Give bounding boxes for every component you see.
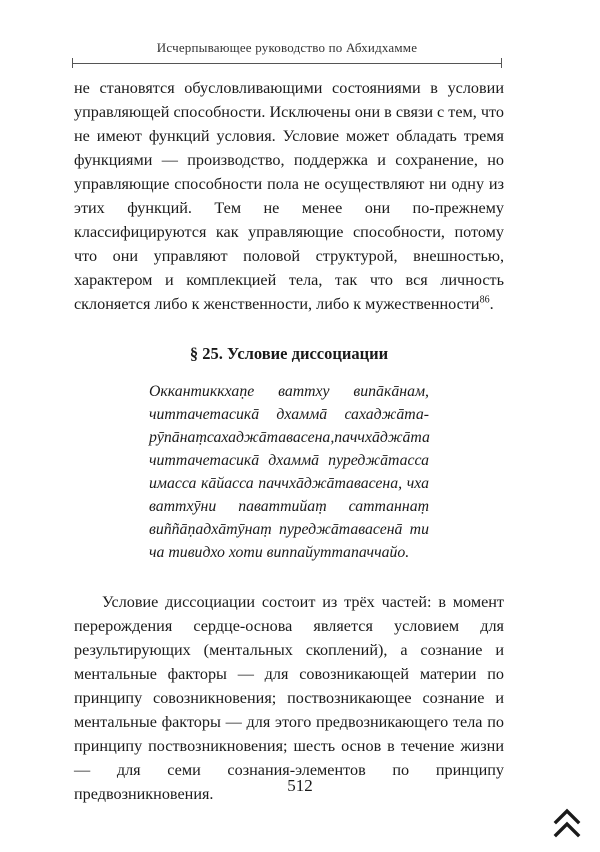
page-number: 512: [287, 776, 313, 795]
header-rule-left-tick: [72, 58, 73, 68]
scroll-to-top-button[interactable]: [551, 806, 583, 840]
verse-line: ча тивидхо хоти виппайуттапаччайо.: [149, 544, 410, 561]
pali-verse: [149, 380, 429, 564]
page-content: [74, 76, 504, 806]
section-heading: § 25. Условие диссоциации: [189, 344, 389, 363]
verse-line: рӯпāнаṃсахаджāтавасена,паччхāджāта: [149, 429, 430, 446]
verse-line: читтачетасикā дхаммā сахаджāта-: [149, 406, 429, 423]
body-paragraph-2: Условие диссоциации состоит из трёх частей: в момент перерождения сердце-основа является условием для результирующих (ментальных скоплений), а сознание и ментальные факторы — для совозникающей материи по принципу совозникновения; поствозникающее сознание и ментальные факторы — для этого предвозникающего тела по принципу поствозникновения; шесть основ в течение жизни — для семи сознания-элементов по принципу предвозникновения.: [74, 593, 504, 803]
verse-line: читтачетасикā дхаммā пуреджāтасса: [149, 452, 429, 469]
header-rule: [72, 63, 502, 64]
verse-line: имасса кāйасса паччхāджāтавасена, чха: [149, 475, 429, 492]
header-rule-right-tick: [501, 58, 502, 68]
double-chevron-up-icon: [551, 806, 583, 840]
verse-line: ваттхӯни паваттийаṃ саттаннаṃ: [149, 498, 429, 515]
verse-line: Оккантиккхаṇе ваттху випāкāнам,: [149, 383, 429, 400]
body-paragraph-1-end: .: [489, 295, 494, 313]
verse-line: виññāṇадхāтӯнаṃ пуреджāтавасенā ти: [149, 521, 429, 538]
running-header: Исчерпывающее руководство по Абхидхамме: [156, 40, 418, 55]
body-paragraph-1: [74, 76, 504, 316]
body-paragraph-1-text: не становятся обусловливающими состояниями в условии управляющей способности. Исключены они в связи с тем, что не имеют функций условия. Условие может обладать тремя функциями — производство, поддержка и сохранение, но управляющие способности пола не осуществляют ни одну из этих функций. Тем не менее они по-прежнему классифицируются как управляющие способности, потому что они управляют половой структурой, внешностью, характером и комплекцией тела, так что вся личность склоняется либо к женственности, либо к мужественности: [74, 79, 504, 313]
footnote-marker[interactable]: 86: [479, 294, 490, 306]
